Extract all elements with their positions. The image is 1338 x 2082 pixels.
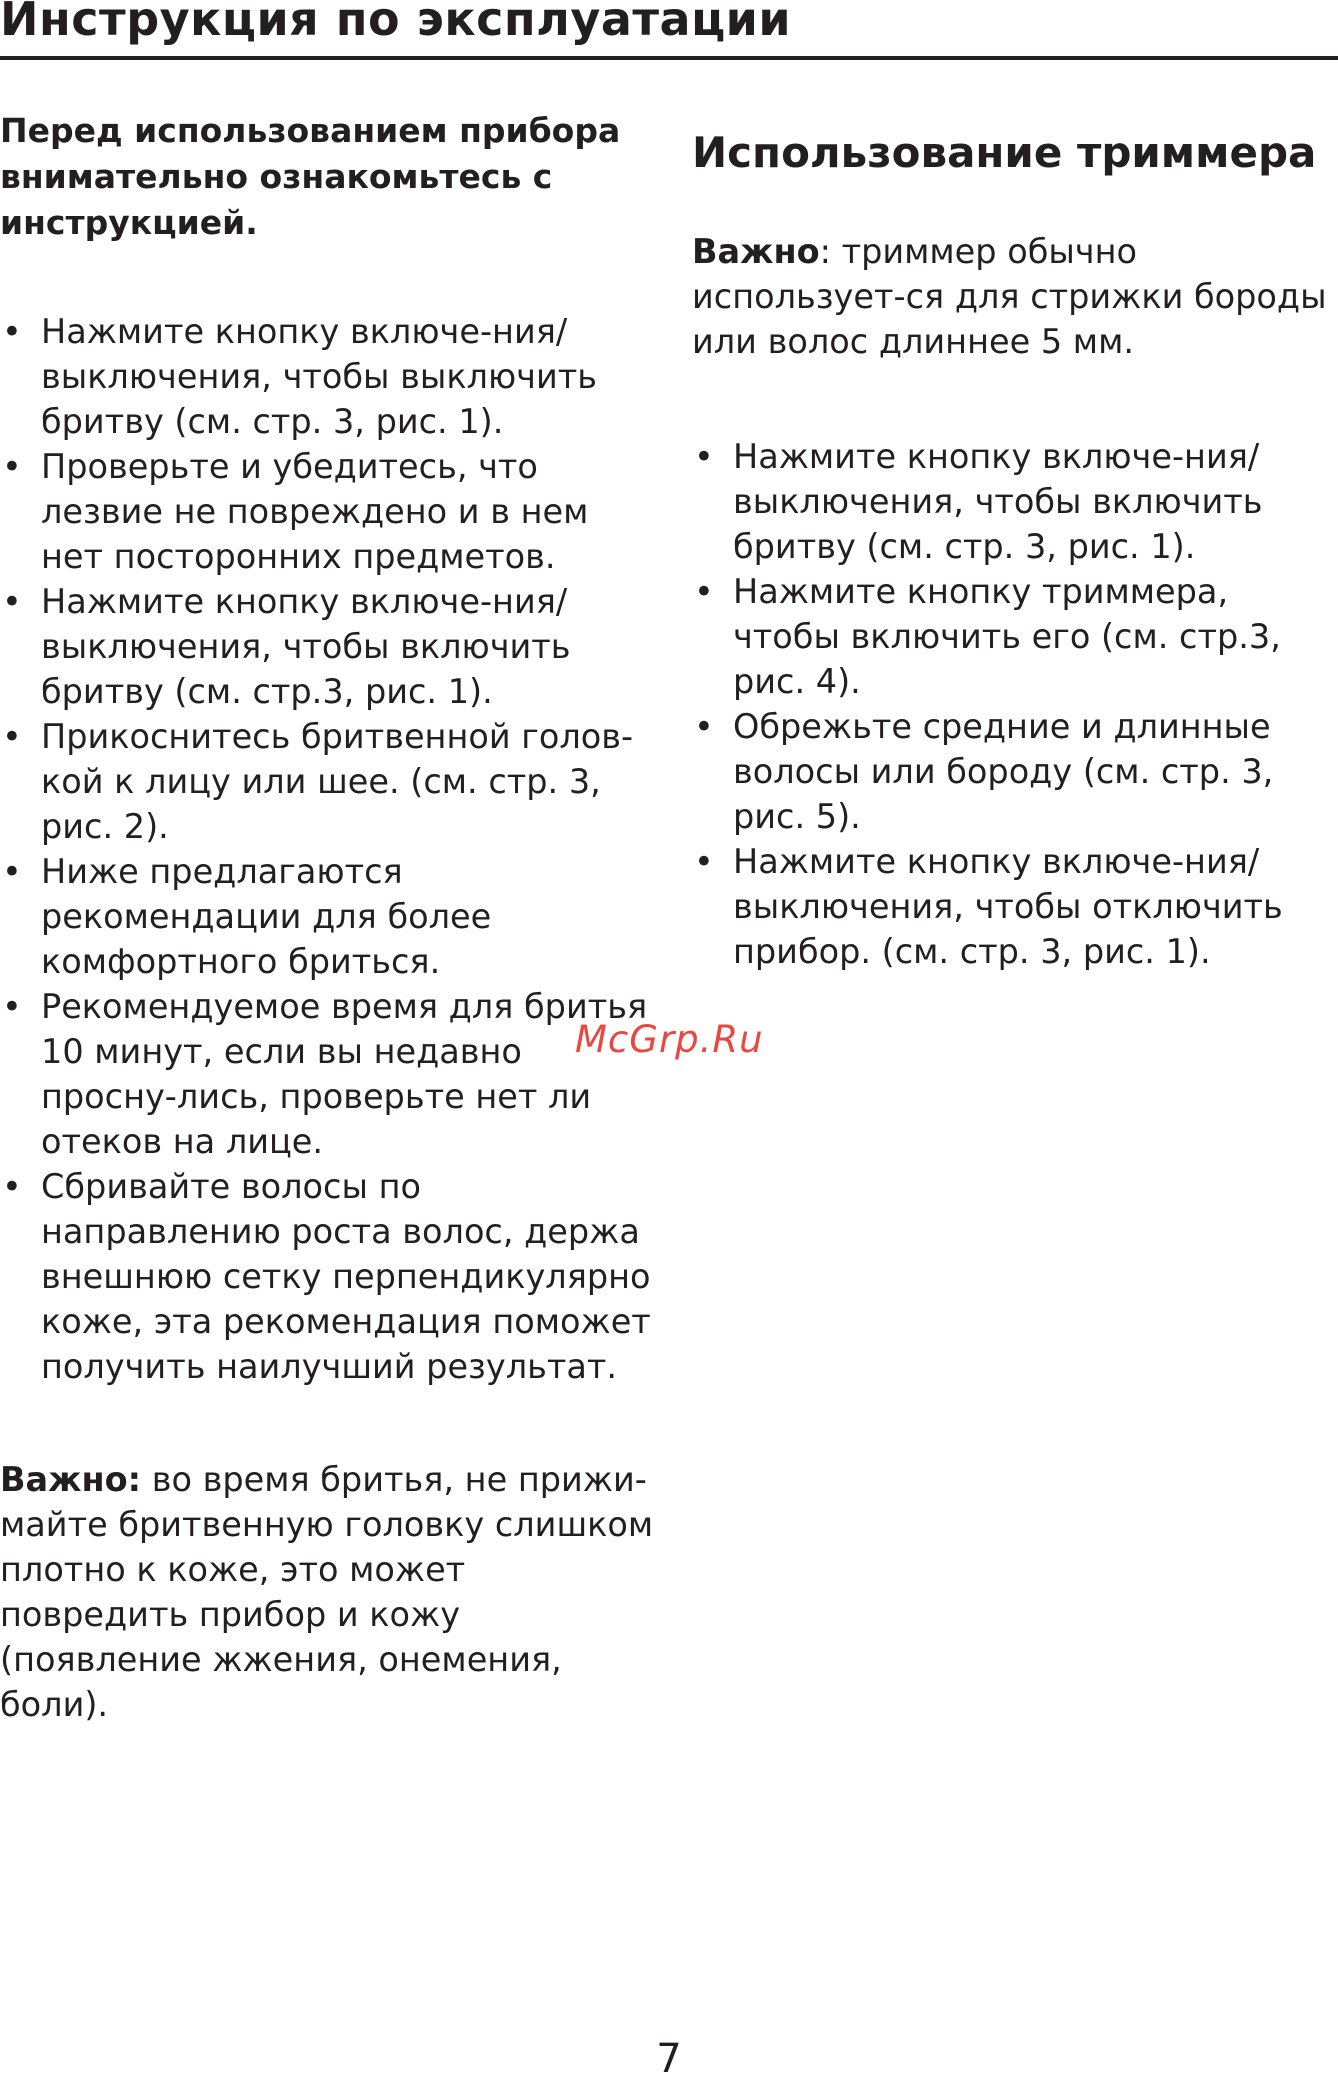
list-item	[0, 1164, 660, 1389]
important-note	[0, 1457, 660, 1727]
bullet-icon: •	[694, 842, 714, 881]
bullet-icon: •	[694, 572, 714, 611]
page-header	[0, 0, 1338, 60]
bullet-icon: •	[2, 987, 22, 1026]
list-item-text: Нажмите кнопку включе-ния/выключения, чтобы включить бритву (см. стр.3, рис. 1).	[41, 582, 571, 711]
list-item-text: Проверьте и убедитесь, что лезвие не повреждено и в нем нет посторонних предметов.	[41, 447, 589, 576]
bullet-icon: •	[2, 717, 22, 756]
bullet-icon: •	[694, 707, 714, 746]
bullet-icon: •	[2, 447, 22, 486]
bullet-icon: •	[2, 852, 22, 891]
intro-text: Перед использованием прибора внимательно ознакомьтесь с инструкцией.	[0, 111, 621, 242]
shaving-steps-list	[0, 309, 660, 1389]
page-number: 7	[656, 2036, 682, 2082]
list-item	[692, 569, 1332, 704]
watermark: McGrp.Ru	[575, 1018, 764, 1061]
list-item	[0, 579, 660, 714]
important-note-text: во время бритья, не прижи-майте бритвенную головку слишком плотно к коже, это может повредить прибор и кожу (появление жжения, онемения, боли).	[0, 1460, 654, 1724]
left-column	[0, 108, 660, 1727]
bullet-icon: •	[2, 582, 22, 621]
list-item	[0, 849, 660, 984]
important-note-text: : триммер обычно использует-ся для стрижки бороды или волос длиннее 5 мм.	[692, 232, 1327, 361]
section-heading: Использование триммера	[692, 128, 1317, 177]
list-item-text: Нажмите кнопку включе-ния/выключения, чтобы отключить прибор. (см. стр. 3, рис. 1).	[733, 842, 1283, 971]
list-item-text: Прикоснитесь бритвенной голов-кой к лицу или шее. (см. стр. 3, рис. 2).	[41, 717, 634, 846]
important-label: Важно	[692, 232, 820, 271]
list-item	[692, 704, 1332, 839]
page-title: Инструкция по эксплуатации	[0, 0, 792, 46]
right-column	[692, 108, 1332, 974]
list-item	[0, 309, 660, 444]
important-note	[692, 229, 1332, 364]
list-item	[692, 839, 1332, 974]
list-item-text: Ниже предлагаются рекомендации для более комфортного бриться.	[41, 852, 492, 981]
list-item	[692, 434, 1332, 569]
list-item	[0, 444, 660, 579]
list-item	[0, 714, 660, 849]
list-item-text: Обрежьте средние и длинные волосы или бороду (см. стр. 3, рис. 5).	[733, 707, 1274, 836]
important-label: Важно:	[0, 1460, 142, 1499]
bullet-icon: •	[2, 312, 22, 351]
list-item-text: Нажмите кнопку включе-ния/выключения, чтобы выключить бритву (см. стр. 3, рис. 1).	[41, 312, 597, 441]
trimmer-steps-list	[692, 434, 1332, 974]
bullet-icon: •	[2, 1167, 22, 1206]
list-item-text: Нажмите кнопку триммера, чтобы включить его (см. стр.3, рис. 4).	[733, 572, 1281, 701]
list-item-text: Рекомендуемое время для бритья 10 минут, если вы недавно просну-лись, проверьте нет ли отеков на лице.	[41, 987, 648, 1161]
list-item-text: Нажмите кнопку включе-ния/выключения, чтобы включить бритву (см. стр. 3, рис. 1).	[733, 437, 1263, 566]
list-item	[0, 984, 660, 1164]
bullet-icon: •	[694, 437, 714, 476]
list-item-text: Сбривайте волосы по направлению роста волос, держа внешнюю сетку перпендикулярно коже, эта рекомендация поможет получить наилучший результат.	[41, 1167, 651, 1386]
